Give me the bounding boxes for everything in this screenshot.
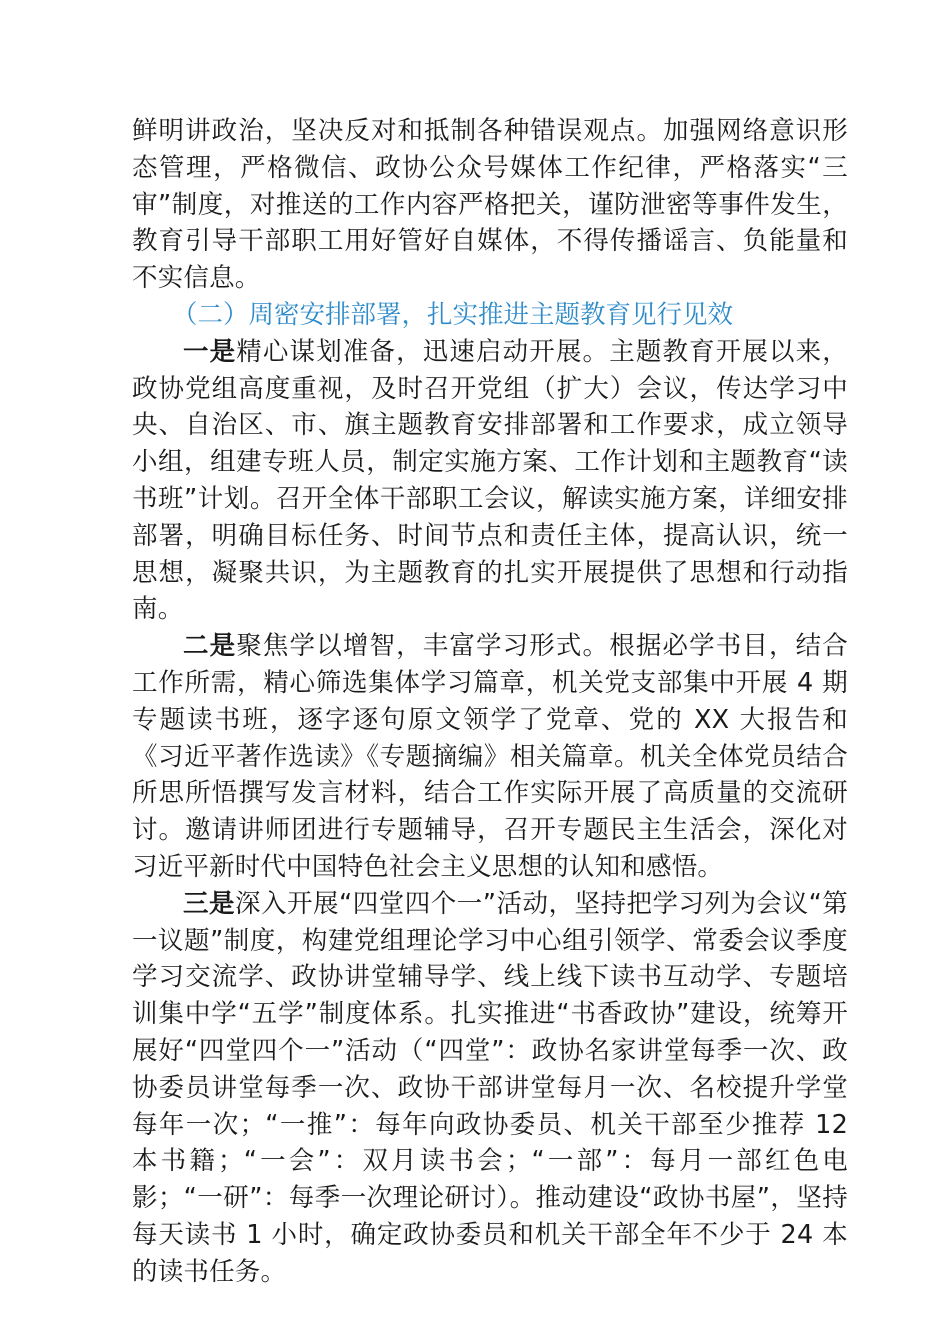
intro-paragraph: 鲜明讲政治，坚决反对和抵制各种错误观点。加强网络意识形态管理，严格微信、政协公众号媒体工作纪律，严格落实“三审”制度，对推送的工作内容严格把关，谨防泄密等事件发生，教育引导干部职工用好管好自媒体，不得传播谣言、负能量和不实信息。 <box>132 116 848 294</box>
item-lead: 二是 <box>183 631 237 662</box>
paragraph-item-2 <box>132 628 848 886</box>
section-heading: （二）周密安排部署，扎实推进主题教育见行见效 <box>172 299 734 330</box>
paragraph-item-1 <box>132 334 848 628</box>
item-text: 精心谋划准备，迅速启动开展。主题教育开展以来，政协党组高度重视，及时召开党组（扩大）会议，传达学习中央、自治区、市、旗主题教育安排部署和工作要求，成立领导小组，组建专班人员，制定实施方案、工作计划和主题教育“读书班”计划。召开全体干部职工会议，解读实施方案，详细安排部署，明确目标任务、时间节点和责任主体，提高认识，统一思想，凝聚共识，为主题教育的扎实开展提供了思想和行动指南。 <box>132 336 848 625</box>
paragraph-item-3 <box>132 886 848 1291</box>
item-lead: 三是 <box>183 888 236 919</box>
item-text: 深入开展“四堂四个一”活动，坚持把学习列为会议“第一议题”制度，构建党组理论学习中心组引领学、常委会议季度学习交流学、政协讲堂辅导学、线上线下读书互动学、专题培训集中学“五学”制度体系。扎实推进“书香政协”建设，统筹开展好“四堂四个一”活动（“四堂”：政协名家讲堂每季一次、政协委员讲堂每季一次、政协干部讲堂每月一次、名校提升学堂每年一次；“一推”：每年向政协委员、机关干部至少推荐 12 本书籍；“一会”：双月读书会；“一部”：每月一部红色电影；“一研”：每季一次理论研讨）。推动建设“政协书屋”，坚持每天读书 1 小时，确定政协委员和机关干部全年不少于 24 本的读书任务。 <box>132 888 848 1287</box>
item-lead: 一是 <box>183 336 237 367</box>
item-text: 聚焦学以增智，丰富学习形式。根据必学书目，结合工作所需，精心筛选集体学习篇章，机关党支部集中开展 4 期专题读书班，逐字逐句原文领学了党章、党的 XX 大报告和《习近平著作选读》《专题摘编》相关篇章。机关全体党员结合所思所悟撰写发言材料，结合工作实际开展了高质量的交流研讨。邀请讲师团进行专题辅导，召开专题民主生活会，深化对习近平新时代中国特色社会主义思想的认知和感悟。 <box>132 631 848 882</box>
document-page <box>132 113 848 1291</box>
